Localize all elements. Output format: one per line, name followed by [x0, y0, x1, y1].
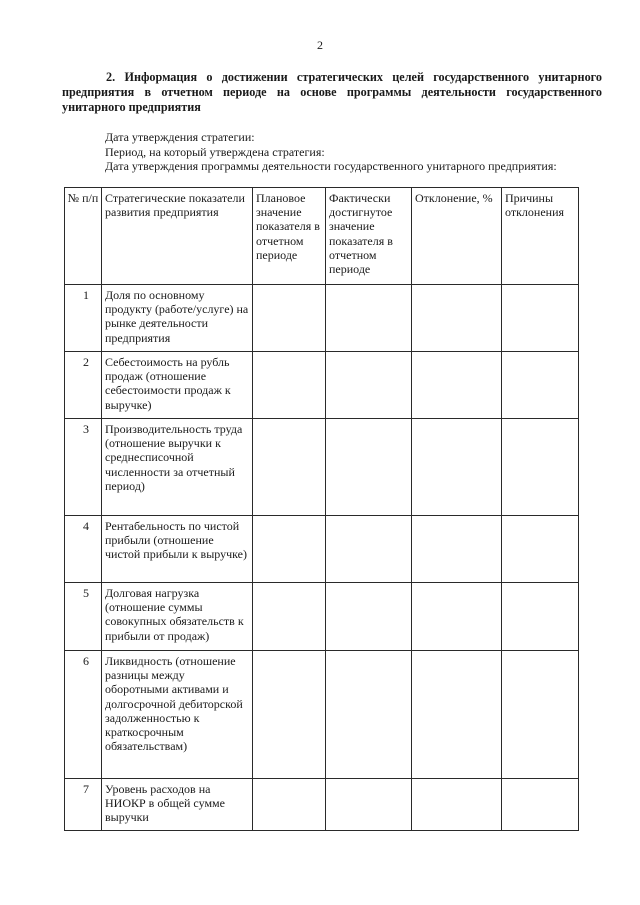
header-planned: Плановое значение показателя в отчетном периоде — [253, 188, 326, 285]
table-row — [65, 285, 579, 352]
row-num: 5 — [65, 583, 102, 651]
cell-planned — [253, 285, 326, 352]
row-num: 6 — [65, 651, 102, 779]
cell-reasons — [502, 516, 579, 583]
table-row — [65, 779, 579, 831]
cell-deviation — [412, 651, 502, 779]
row-num: 4 — [65, 516, 102, 583]
cell-reasons — [502, 285, 579, 352]
cell-actual — [326, 651, 412, 779]
program-approval-date: Дата утверждения программы деятельности государственного унитарного предприятия: — [105, 159, 557, 173]
cell-actual — [326, 516, 412, 583]
strategy-period: Период, на который утверждена стратегия: — [105, 144, 325, 159]
header-indicators: Стратегические показатели развития предприятия — [102, 188, 253, 285]
cell-planned — [253, 419, 326, 516]
cell-deviation — [412, 352, 502, 419]
cell-actual — [326, 583, 412, 651]
table-row — [65, 651, 579, 779]
cell-deviation — [412, 779, 502, 831]
header-deviation: Отклонение, % — [412, 188, 502, 285]
page-number: 2 — [317, 38, 323, 52]
cell-planned — [253, 651, 326, 779]
strategic-goals-table — [64, 187, 579, 831]
row-indicator: Ликвидность (отношение разницы между оборотными активами и долгосрочной дебиторской задолженностью к краткосрочным обязательствам) — [102, 651, 253, 779]
row-indicator: Уровень расходов на НИОКР в общей сумме выручки — [102, 779, 253, 831]
header-num: № п/п — [65, 188, 102, 285]
row-num: 1 — [65, 285, 102, 352]
cell-planned — [253, 352, 326, 419]
strategy-meta — [105, 130, 615, 174]
cell-deviation — [412, 419, 502, 516]
section-heading: 2. Информация о достижении стратегических целей государственного унитарного предприятия в отчетном периоде на основе программы деятельности государственного унитарного предприятия — [62, 70, 602, 114]
table-row — [65, 516, 579, 583]
cell-actual — [326, 285, 412, 352]
cell-reasons — [502, 651, 579, 779]
cell-reasons — [502, 419, 579, 516]
row-indicator: Себестоимость на рубль продаж (отношение себестоимости продаж к выручке) — [102, 352, 253, 419]
header-reasons: Причины отклонения — [502, 188, 579, 285]
table-row — [65, 352, 579, 419]
table-header-row — [65, 188, 579, 285]
cell-actual — [326, 779, 412, 831]
header-actual: Фактически достигнутое значение показателя в отчетном периоде — [326, 188, 412, 285]
cell-reasons — [502, 779, 579, 831]
cell-deviation — [412, 285, 502, 352]
cell-reasons — [502, 583, 579, 651]
cell-planned — [253, 779, 326, 831]
row-indicator: Рентабельность по чистой прибыли (отношение чистой прибыли к выручке) — [102, 516, 253, 583]
cell-planned — [253, 583, 326, 651]
table-row — [65, 583, 579, 651]
row-num: 2 — [65, 352, 102, 419]
cell-reasons — [502, 352, 579, 419]
row-indicator: Доля по основному продукту (работе/услуге) на рынке деятельности предприятия — [102, 285, 253, 352]
row-num: 3 — [65, 419, 102, 516]
cell-actual — [326, 419, 412, 516]
cell-deviation — [412, 583, 502, 651]
row-indicator: Производительность труда (отношение выручки к среднесписочной численности за отчетный период) — [102, 419, 253, 516]
table-row — [65, 419, 579, 516]
strategy-approval-date: Дата утверждения стратегии: — [105, 130, 255, 144]
cell-actual — [326, 352, 412, 419]
row-indicator: Долговая нагрузка (отношение суммы совокупных обязательств к прибыли от продаж) — [102, 583, 253, 651]
cell-planned — [253, 516, 326, 583]
row-num: 7 — [65, 779, 102, 831]
cell-deviation — [412, 516, 502, 583]
